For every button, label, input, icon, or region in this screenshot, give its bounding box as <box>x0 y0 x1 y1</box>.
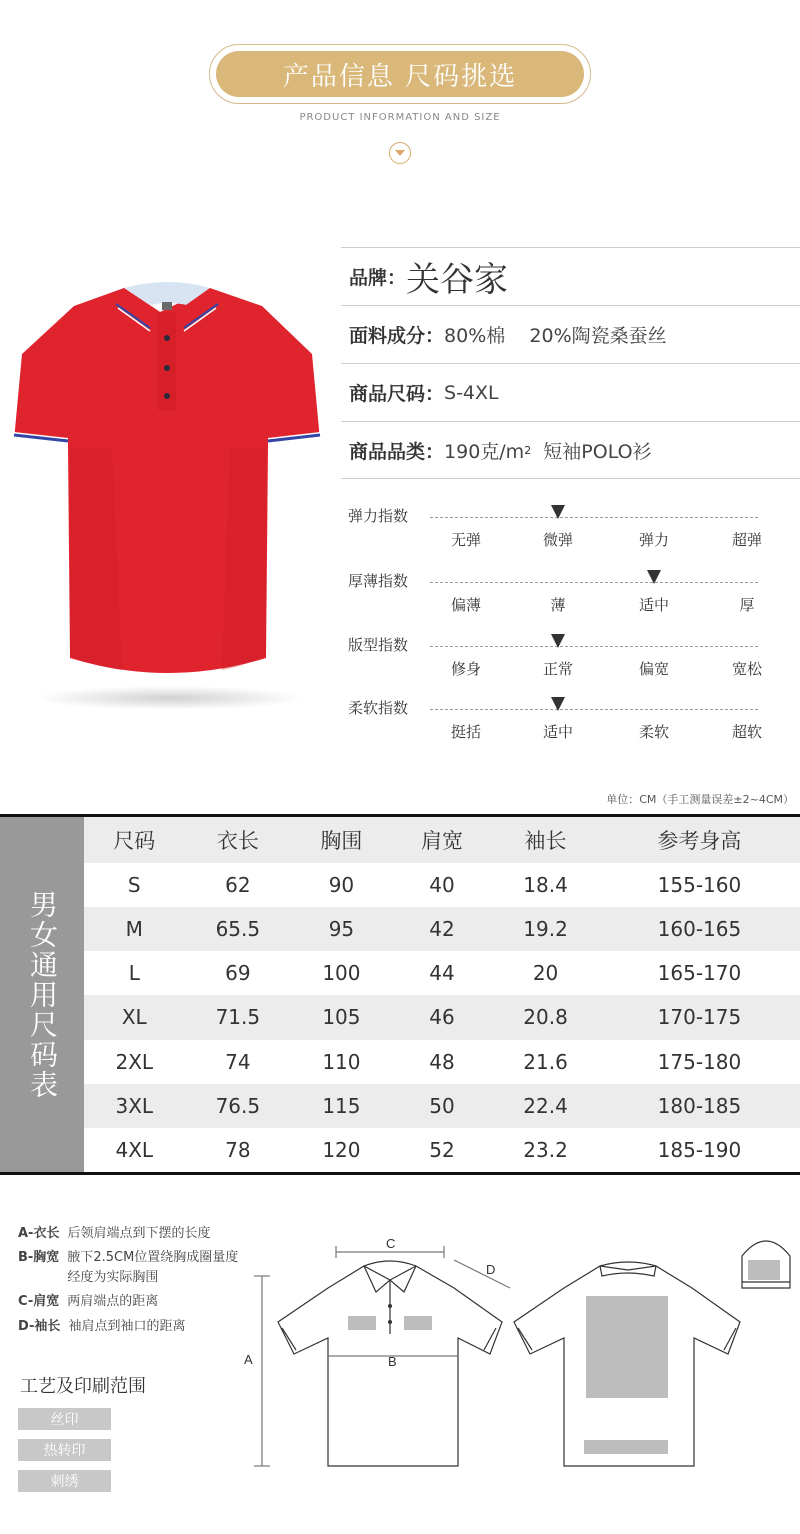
polo-shirt-image <box>12 268 324 708</box>
spec-category <box>341 421 800 479</box>
index-option: 弹力 <box>638 531 669 549</box>
table-cell: 48 <box>429 1049 455 1074</box>
craft-item-embroidery: 刺绣 <box>18 1470 111 1492</box>
table-cell: 160-165 <box>599 907 800 951</box>
table-cell: 76.5 <box>185 1084 292 1128</box>
spec-category-label: 商品品类： <box>349 440 445 463</box>
table-cell: 42 <box>392 907 493 951</box>
table-cell: 3XL <box>84 1084 185 1128</box>
table-cell: 44 <box>429 961 455 986</box>
index-scale <box>348 505 768 565</box>
table-cell: 71.5 <box>185 995 292 1039</box>
table-cell: 95 <box>291 907 392 951</box>
index-option: 挺括 <box>450 723 481 741</box>
section-subtitle: PRODUCT INFORMATION AND SIZE <box>299 112 501 123</box>
definition-text: 腋下2.5CM位置绕胸成圈量度经度为实际胸围 <box>67 1250 239 1286</box>
table-cell: 22.4 <box>492 1084 599 1128</box>
shirt-shadow <box>35 686 305 708</box>
spec-fabric <box>341 305 800 363</box>
table-cell: 69 <box>225 961 251 986</box>
definition-row <box>18 1248 248 1288</box>
index-option: 微弹 <box>542 531 573 549</box>
definition-text: 后领肩端点到下摆的长度 <box>67 1226 211 1241</box>
spec-fabric-label: 面料成分： <box>349 325 445 347</box>
product-specs <box>341 247 800 479</box>
label-d: D <box>486 1262 496 1277</box>
table-row <box>84 995 800 1039</box>
table-cell: 155-160 <box>657 873 742 898</box>
print-area-left-chest <box>348 1316 376 1330</box>
table-cell: 115 <box>291 1084 392 1128</box>
size-table <box>84 817 800 1172</box>
table-cell: 52 <box>429 1137 455 1162</box>
index-option: 宽松 <box>731 660 762 678</box>
label-a: A <box>244 1352 253 1367</box>
table-cell: XL <box>84 995 185 1039</box>
chevron-down-circle-icon <box>389 142 411 164</box>
size-table-header-cell: 胸围 <box>291 817 392 863</box>
table-cell: 65.5 <box>185 907 292 951</box>
index-option: 厚 <box>739 596 755 614</box>
definition-text: 两肩端点的距离 <box>67 1294 159 1310</box>
index-dashed-line <box>430 582 758 583</box>
size-table-header-cell: 尺码 <box>84 817 185 863</box>
index-option: 适中 <box>542 723 573 741</box>
table-cell: 180-185 <box>599 1084 800 1128</box>
definition-row <box>18 1292 248 1312</box>
index-title: 弹力指数 <box>348 507 409 525</box>
index-option: 偏薄 <box>450 596 481 614</box>
spec-size-value: S-4XL <box>444 381 499 404</box>
index-option: 适中 <box>638 596 669 614</box>
table-cell: 46 <box>392 995 493 1039</box>
table-cell: 20 <box>532 961 559 986</box>
spec-category-sup: 2 <box>524 443 532 457</box>
table-row <box>84 951 800 995</box>
table-row <box>84 863 800 907</box>
size-table-header <box>84 817 800 863</box>
table-row <box>84 1084 800 1128</box>
index-option: 修身 <box>450 660 481 678</box>
table-cell: 78 <box>225 1137 251 1162</box>
measurement-definitions <box>18 1224 248 1341</box>
table-cell: 100 <box>322 961 361 986</box>
spec-brand <box>341 247 800 305</box>
print-area-back <box>586 1296 668 1398</box>
section-header <box>0 0 800 200</box>
index-option: 超弹 <box>731 531 762 549</box>
index-title: 版型指数 <box>348 636 409 654</box>
table-cell: 105 <box>291 995 392 1039</box>
table-row <box>84 907 800 951</box>
label-c: C <box>386 1236 396 1251</box>
print-area-right-chest <box>404 1316 432 1330</box>
table-cell: 21.6 <box>523 1049 568 1074</box>
unit-note: 单位：CM（手工测量误差±2~4CM） <box>606 793 794 806</box>
spec-category-weight: 190克/m <box>444 440 525 463</box>
index-marker-icon <box>551 697 565 711</box>
table-cell: 170-175 <box>599 995 800 1039</box>
index-option: 柔软 <box>638 723 669 741</box>
table-cell: 50 <box>392 1084 493 1128</box>
spec-size <box>341 363 800 421</box>
definition-row <box>18 1317 248 1337</box>
index-marker-icon <box>551 505 565 519</box>
table-cell: 175-180 <box>657 1049 742 1074</box>
table-cell: 110 <box>322 1049 361 1074</box>
table-row <box>84 1040 800 1084</box>
size-table-body <box>84 863 800 1172</box>
spec-brand-value: 关谷家 <box>406 260 509 300</box>
spec-category-type: 短袖POLO衫 <box>531 440 652 463</box>
index-option: 超软 <box>731 723 762 741</box>
index-dashed-line <box>430 517 758 518</box>
size-table-side-label: 男女通用尺码表 <box>0 817 84 1172</box>
definition-key: C-肩宽 <box>18 1294 60 1310</box>
definition-key: D-袖长 <box>18 1318 61 1334</box>
definition-text: 袖肩点到袖口的距离 <box>68 1318 186 1334</box>
index-option: 偏宽 <box>638 660 669 678</box>
index-title: 厚薄指数 <box>348 572 409 590</box>
definition-key: A-衣长 <box>18 1226 60 1241</box>
index-option: 正常 <box>542 660 573 678</box>
table-cell: 90 <box>328 873 355 898</box>
table-cell: 165-170 <box>657 961 742 986</box>
table-cell: 4XL <box>115 1137 154 1162</box>
table-cell: 19.2 <box>492 907 599 951</box>
definition-key: B-胸宽 <box>18 1250 60 1266</box>
index-marker-icon <box>551 634 565 648</box>
craft-item-screen-print: 丝印 <box>18 1408 111 1430</box>
table-row <box>84 1128 800 1172</box>
index-option: 薄 <box>550 596 566 614</box>
spec-size-label: 商品尺码： <box>349 383 445 405</box>
definition-row <box>18 1224 248 1244</box>
title-pill-frame <box>209 44 591 104</box>
craft-item-heat-transfer: 热转印 <box>18 1439 111 1461</box>
label-b: B <box>388 1354 397 1369</box>
index-title: 柔软指数 <box>348 699 409 717</box>
index-option: 无弹 <box>450 531 481 549</box>
table-cell: 2XL <box>115 1049 154 1074</box>
size-table-header-cell: 参考身高 <box>599 817 800 863</box>
index-scale <box>348 634 768 694</box>
size-table-header-cell: 袖长 <box>492 817 599 863</box>
index-scale <box>348 697 768 757</box>
table-cell: 120 <box>322 1137 361 1162</box>
table-cell: 40 <box>429 873 455 898</box>
table-cell: 18.4 <box>523 873 568 898</box>
size-table-wrap <box>0 814 800 1175</box>
index-scale <box>348 570 768 630</box>
table-cell: 74 <box>225 1049 251 1074</box>
table-cell: 20.8 <box>492 995 599 1039</box>
table-cell: S <box>127 873 141 898</box>
spec-fabric-value: 80%棉 20%陶瓷桑蚕丝 <box>444 325 667 347</box>
print-area-back-bottom <box>584 1440 668 1454</box>
section-title: 产品信息 尺码挑选 <box>216 51 584 97</box>
index-dashed-line <box>430 646 758 647</box>
craft-title: 工艺及印刷范围 <box>20 1376 146 1397</box>
table-cell: 185-190 <box>657 1137 742 1162</box>
table-cell: L <box>128 961 140 986</box>
size-table-header-cell: 肩宽 <box>392 817 493 863</box>
print-area-cap <box>748 1260 780 1280</box>
index-dashed-line <box>430 709 758 710</box>
spec-brand-label: 品牌： <box>349 267 407 289</box>
measurement-diagram <box>240 1226 800 1526</box>
table-cell: 62 <box>225 873 251 898</box>
size-table-header-cell: 衣长 <box>185 817 292 863</box>
table-cell: 23.2 <box>523 1137 568 1162</box>
index-marker-icon <box>647 570 661 584</box>
table-cell: M <box>84 907 185 951</box>
